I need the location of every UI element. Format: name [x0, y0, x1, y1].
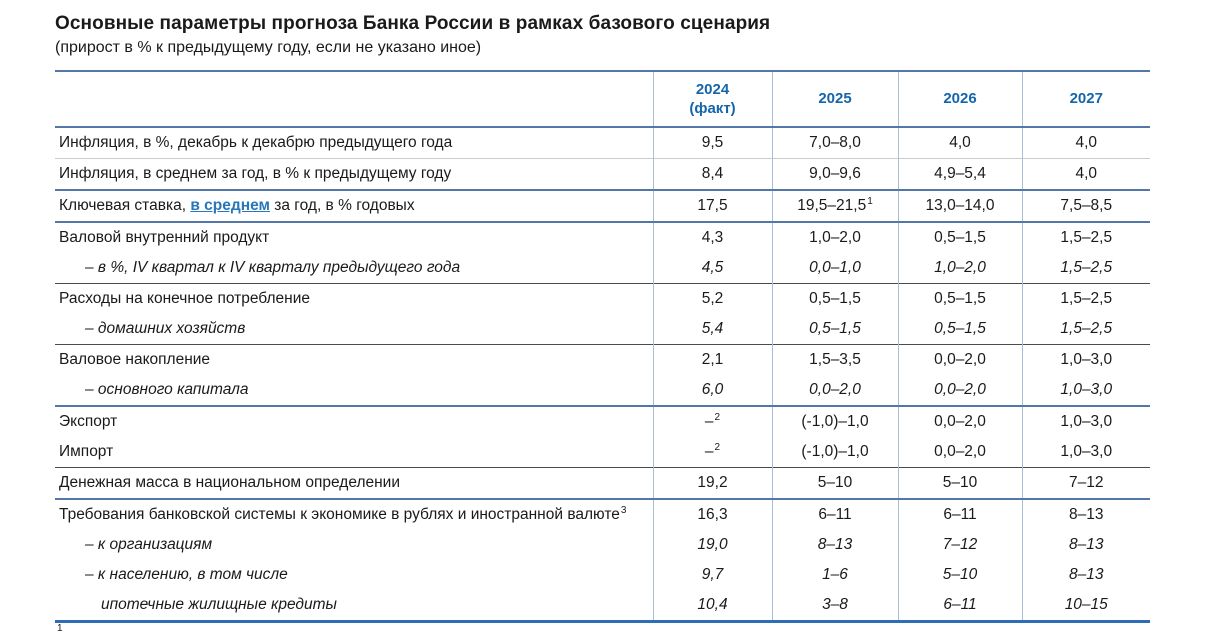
- cell-value: [653, 253, 772, 284]
- cell-value-text: 19,5–21,5: [797, 197, 867, 214]
- cell-value: [772, 437, 898, 468]
- cell-value-text: 4,5: [701, 259, 724, 276]
- cell-value-text: 4,9–5,4: [934, 165, 986, 182]
- cell-value-text: 5–10: [817, 474, 853, 491]
- row-label: [55, 190, 653, 222]
- row-label-text: Инфляция, в %, декабрь к декабрю предыдущего года: [59, 134, 453, 151]
- cell-value: [898, 437, 1022, 468]
- cell-value-text: 1,0–3,0: [1060, 413, 1113, 430]
- cell-value-text: 0,0–2,0: [934, 381, 986, 398]
- cell-value: [653, 375, 772, 406]
- row-label: [55, 284, 653, 315]
- table-row: [55, 284, 1150, 315]
- cell-value: [653, 345, 772, 376]
- cell-value: [772, 253, 898, 284]
- cell-value-text: 0,5–1,5: [934, 229, 986, 246]
- cell-value-text: 17,5: [697, 197, 728, 214]
- row-label: [55, 127, 653, 159]
- cell-value-text: 6–11: [943, 506, 977, 523]
- cell-value: [898, 222, 1022, 253]
- table-row: [55, 375, 1150, 406]
- cell-value-text: 8–13: [1069, 566, 1104, 583]
- cell-value: [772, 127, 898, 159]
- row-label-text: Расходы на конечное потребление: [59, 290, 310, 307]
- cell-value-text: 3–8: [822, 596, 848, 613]
- cell-value: [1022, 345, 1150, 376]
- cell-value: [653, 530, 772, 560]
- cell-value-text: 1,0–3,0: [1060, 443, 1113, 460]
- cell-value-text: 6–11: [818, 506, 852, 523]
- cell-value-text: 0,0–2,0: [809, 381, 861, 398]
- cell-value: [653, 127, 772, 159]
- column-header-indicator: [55, 71, 653, 127]
- row-label: [55, 345, 653, 376]
- row-label: [55, 530, 653, 560]
- cell-value: [1022, 499, 1150, 530]
- cell-value-text: 0,0–2,0: [934, 413, 986, 430]
- row-label-text: Ключевая ставка,: [59, 197, 191, 214]
- cell-value-text: 4,0: [949, 134, 971, 151]
- cell-value-text: 1–6: [822, 566, 848, 583]
- cell-value: [653, 468, 772, 500]
- footnote-ref: 1: [867, 195, 873, 207]
- row-label: [55, 375, 653, 406]
- forecast-table: [55, 70, 1150, 623]
- row-label-text: – основного капитала: [85, 381, 249, 398]
- cell-value-text: 13,0–14,0: [925, 197, 995, 214]
- cell-value: [653, 314, 772, 345]
- cell-value: [898, 284, 1022, 315]
- table-row: [55, 222, 1150, 253]
- cell-value: [772, 284, 898, 315]
- cell-value-text: 9,7: [701, 566, 724, 583]
- table-row: [55, 499, 1150, 530]
- cell-value: [772, 314, 898, 345]
- cell-value: [653, 499, 772, 530]
- table-row: [55, 253, 1150, 284]
- cell-value: [1022, 190, 1150, 222]
- page-title: Основные параметры прогноза Банка России в рамках базового сценария: [55, 13, 771, 34]
- cell-value: [1022, 314, 1150, 345]
- cell-value-text: 0,5–1,5: [934, 320, 986, 337]
- cell-value-text: 8–13: [1069, 536, 1104, 553]
- key-rate-average-link[interactable]: в среднем: [190, 197, 270, 214]
- cell-value-text: 10,4: [697, 596, 728, 613]
- table-row: [55, 190, 1150, 222]
- row-label: [55, 560, 653, 590]
- row-label: [55, 222, 653, 253]
- cell-value-text: 0,0–2,0: [934, 443, 986, 460]
- column-header-2027: 2027: [1022, 71, 1150, 127]
- row-label-text: Экспорт: [59, 413, 118, 430]
- cell-value: [1022, 468, 1150, 500]
- footnote-area: [55, 624, 1215, 639]
- cell-value-text: 1,0–2,0: [934, 259, 986, 276]
- cell-value: [898, 127, 1022, 159]
- cell-value-text: 0,0–2,0: [934, 351, 986, 368]
- table-row: [55, 406, 1150, 437]
- cell-value-text: (-1,0)–1,0: [801, 443, 869, 460]
- header-row: [55, 71, 1150, 127]
- row-label-text: Денежная масса в национальном определении: [59, 474, 400, 491]
- cell-value-text: 4,0: [1075, 165, 1098, 182]
- cell-value-text: 8–13: [817, 536, 853, 553]
- row-label-text-after: за год, в % годовых: [269, 197, 415, 214]
- cell-value: [653, 284, 772, 315]
- cell-value: [898, 314, 1022, 345]
- cell-value-text: 7,0–8,0: [809, 134, 861, 151]
- cell-value: [1022, 253, 1150, 284]
- cell-value-text: 1,5–2,5: [1060, 259, 1113, 276]
- cell-value: [772, 222, 898, 253]
- cell-value-text: 7–12: [942, 536, 978, 553]
- cell-value-text: 5–10: [942, 474, 978, 491]
- cell-value: [772, 468, 898, 500]
- row-label-text: – в %, IV квартал к IV кварталу предыдущего года: [85, 259, 461, 276]
- cell-value: [772, 406, 898, 437]
- row-label-text: – домашних хозяйств: [85, 320, 246, 337]
- row-label-text: ипотечные жилищные кредиты: [101, 596, 337, 613]
- cell-value: [898, 253, 1022, 284]
- cell-value: [898, 345, 1022, 376]
- row-label-text: Валовой внутренний продукт: [59, 229, 270, 246]
- row-label: [55, 406, 653, 437]
- row-label-text: – к организациям: [85, 536, 213, 553]
- cell-value-text: 7,5–8,5: [1060, 197, 1113, 214]
- row-label: [55, 253, 653, 284]
- footnote-ref: 2: [714, 411, 721, 423]
- cell-value: [772, 530, 898, 560]
- cell-value: [1022, 406, 1150, 437]
- cell-value: [898, 406, 1022, 437]
- cell-value-text: 16,3: [697, 506, 728, 523]
- cell-value-text: 19,2: [697, 474, 728, 491]
- cell-value-text: 9,5: [701, 134, 724, 151]
- cell-value: [772, 190, 898, 222]
- cell-value-text: 1,0–3,0: [1060, 381, 1113, 398]
- table-row: [55, 159, 1150, 191]
- column-header-fact: (факт): [689, 100, 736, 117]
- cell-value-text: 1,5–2,5: [1060, 229, 1113, 246]
- cell-value: [772, 499, 898, 530]
- row-label: [55, 437, 653, 468]
- cell-value-text: 0,5–1,5: [809, 290, 861, 307]
- table-row: [55, 127, 1150, 159]
- row-label-text: Требования банковской системы к экономике в рублях и иностранной валюте: [59, 506, 620, 523]
- cell-value: [898, 159, 1022, 191]
- row-label: [55, 159, 653, 191]
- cell-value: [772, 345, 898, 376]
- table-row: [55, 560, 1150, 590]
- cell-value-text: 1,0–2,0: [809, 229, 861, 246]
- cell-value-text: (-1,0)–1,0: [801, 413, 869, 430]
- cell-value-text: 1,5–2,5: [1060, 290, 1113, 307]
- footnote-marker: 1: [57, 622, 63, 634]
- cell-value-text: 9,0–9,6: [809, 165, 861, 182]
- cell-value-text: 0,5–1,5: [934, 290, 986, 307]
- cell-value-text: 19,0: [697, 536, 728, 553]
- table-row: [55, 437, 1150, 468]
- cell-value: [898, 560, 1022, 590]
- cell-value: [653, 406, 772, 437]
- cell-value: [653, 560, 772, 590]
- row-label: [55, 499, 653, 530]
- row-label-text: – к населению, в том числе: [85, 566, 288, 583]
- table-row: [55, 345, 1150, 376]
- cell-value-text: 8,4: [701, 165, 724, 182]
- cell-value: [1022, 222, 1150, 253]
- cell-value: [653, 159, 772, 191]
- cell-value-text: 6,0: [701, 381, 724, 398]
- cell-value-text: 2,1: [701, 351, 724, 368]
- cell-value-text: 4,3: [701, 229, 724, 246]
- row-label: [55, 314, 653, 345]
- cell-value: [1022, 530, 1150, 560]
- cell-value-text: 5,4: [701, 320, 724, 337]
- row-label-text: Импорт: [59, 443, 114, 460]
- column-header-year: 2024: [695, 80, 730, 98]
- cell-value: [898, 499, 1022, 530]
- cell-value: [653, 222, 772, 253]
- table-row: [55, 468, 1150, 500]
- column-header-2026: 2026: [898, 71, 1022, 127]
- cell-value-text: 1,5–3,5: [809, 351, 861, 368]
- cell-value-text: 0,5–1,5: [809, 320, 861, 337]
- page-subtitle: (прирост в % к предыдущему году, если не указано иное): [55, 39, 482, 56]
- cell-value: [1022, 560, 1150, 590]
- row-label-text: Инфляция, в среднем за год, в % к предыдущему году: [59, 165, 452, 182]
- cell-value: [772, 159, 898, 191]
- cell-value: [1022, 159, 1150, 191]
- cell-value: [1022, 284, 1150, 315]
- cell-value-text: 7–12: [1069, 474, 1104, 491]
- cell-value-text: 10–15: [1064, 596, 1108, 613]
- cell-value: [1022, 375, 1150, 406]
- footnote-ref: 2: [714, 441, 721, 453]
- cell-value: [898, 530, 1022, 560]
- cell-value-text: 8–13: [1069, 506, 1104, 523]
- cell-value-text: 1,5–2,5: [1060, 320, 1113, 337]
- cell-value: [653, 437, 772, 468]
- cell-value: [653, 190, 772, 222]
- cell-value-text: 1,0–3,0: [1060, 351, 1113, 368]
- cell-value-text: –: [704, 413, 714, 430]
- cell-value: [898, 468, 1022, 500]
- column-header-2025: 2025: [772, 71, 898, 127]
- cell-value: [772, 375, 898, 406]
- cell-value-text: 5,2: [701, 290, 724, 307]
- cell-value: [772, 560, 898, 590]
- cell-value-text: –: [704, 443, 714, 460]
- cell-value: [898, 375, 1022, 406]
- row-label-text: Валовое накопление: [59, 351, 211, 368]
- cell-value-text: 0,0–1,0: [809, 259, 861, 276]
- table-row: [55, 314, 1150, 345]
- row-label: [55, 468, 653, 500]
- cell-value: [1022, 127, 1150, 159]
- column-header-2024: [653, 71, 772, 127]
- cell-value: [1022, 437, 1150, 468]
- cell-value-text: 4,0: [1075, 134, 1098, 151]
- cell-value-text: 6–11: [943, 596, 977, 613]
- footnote-ref: 3: [620, 504, 627, 516]
- table-row: [55, 530, 1150, 560]
- cell-value: [898, 190, 1022, 222]
- cell-value-text: 5–10: [942, 566, 978, 583]
